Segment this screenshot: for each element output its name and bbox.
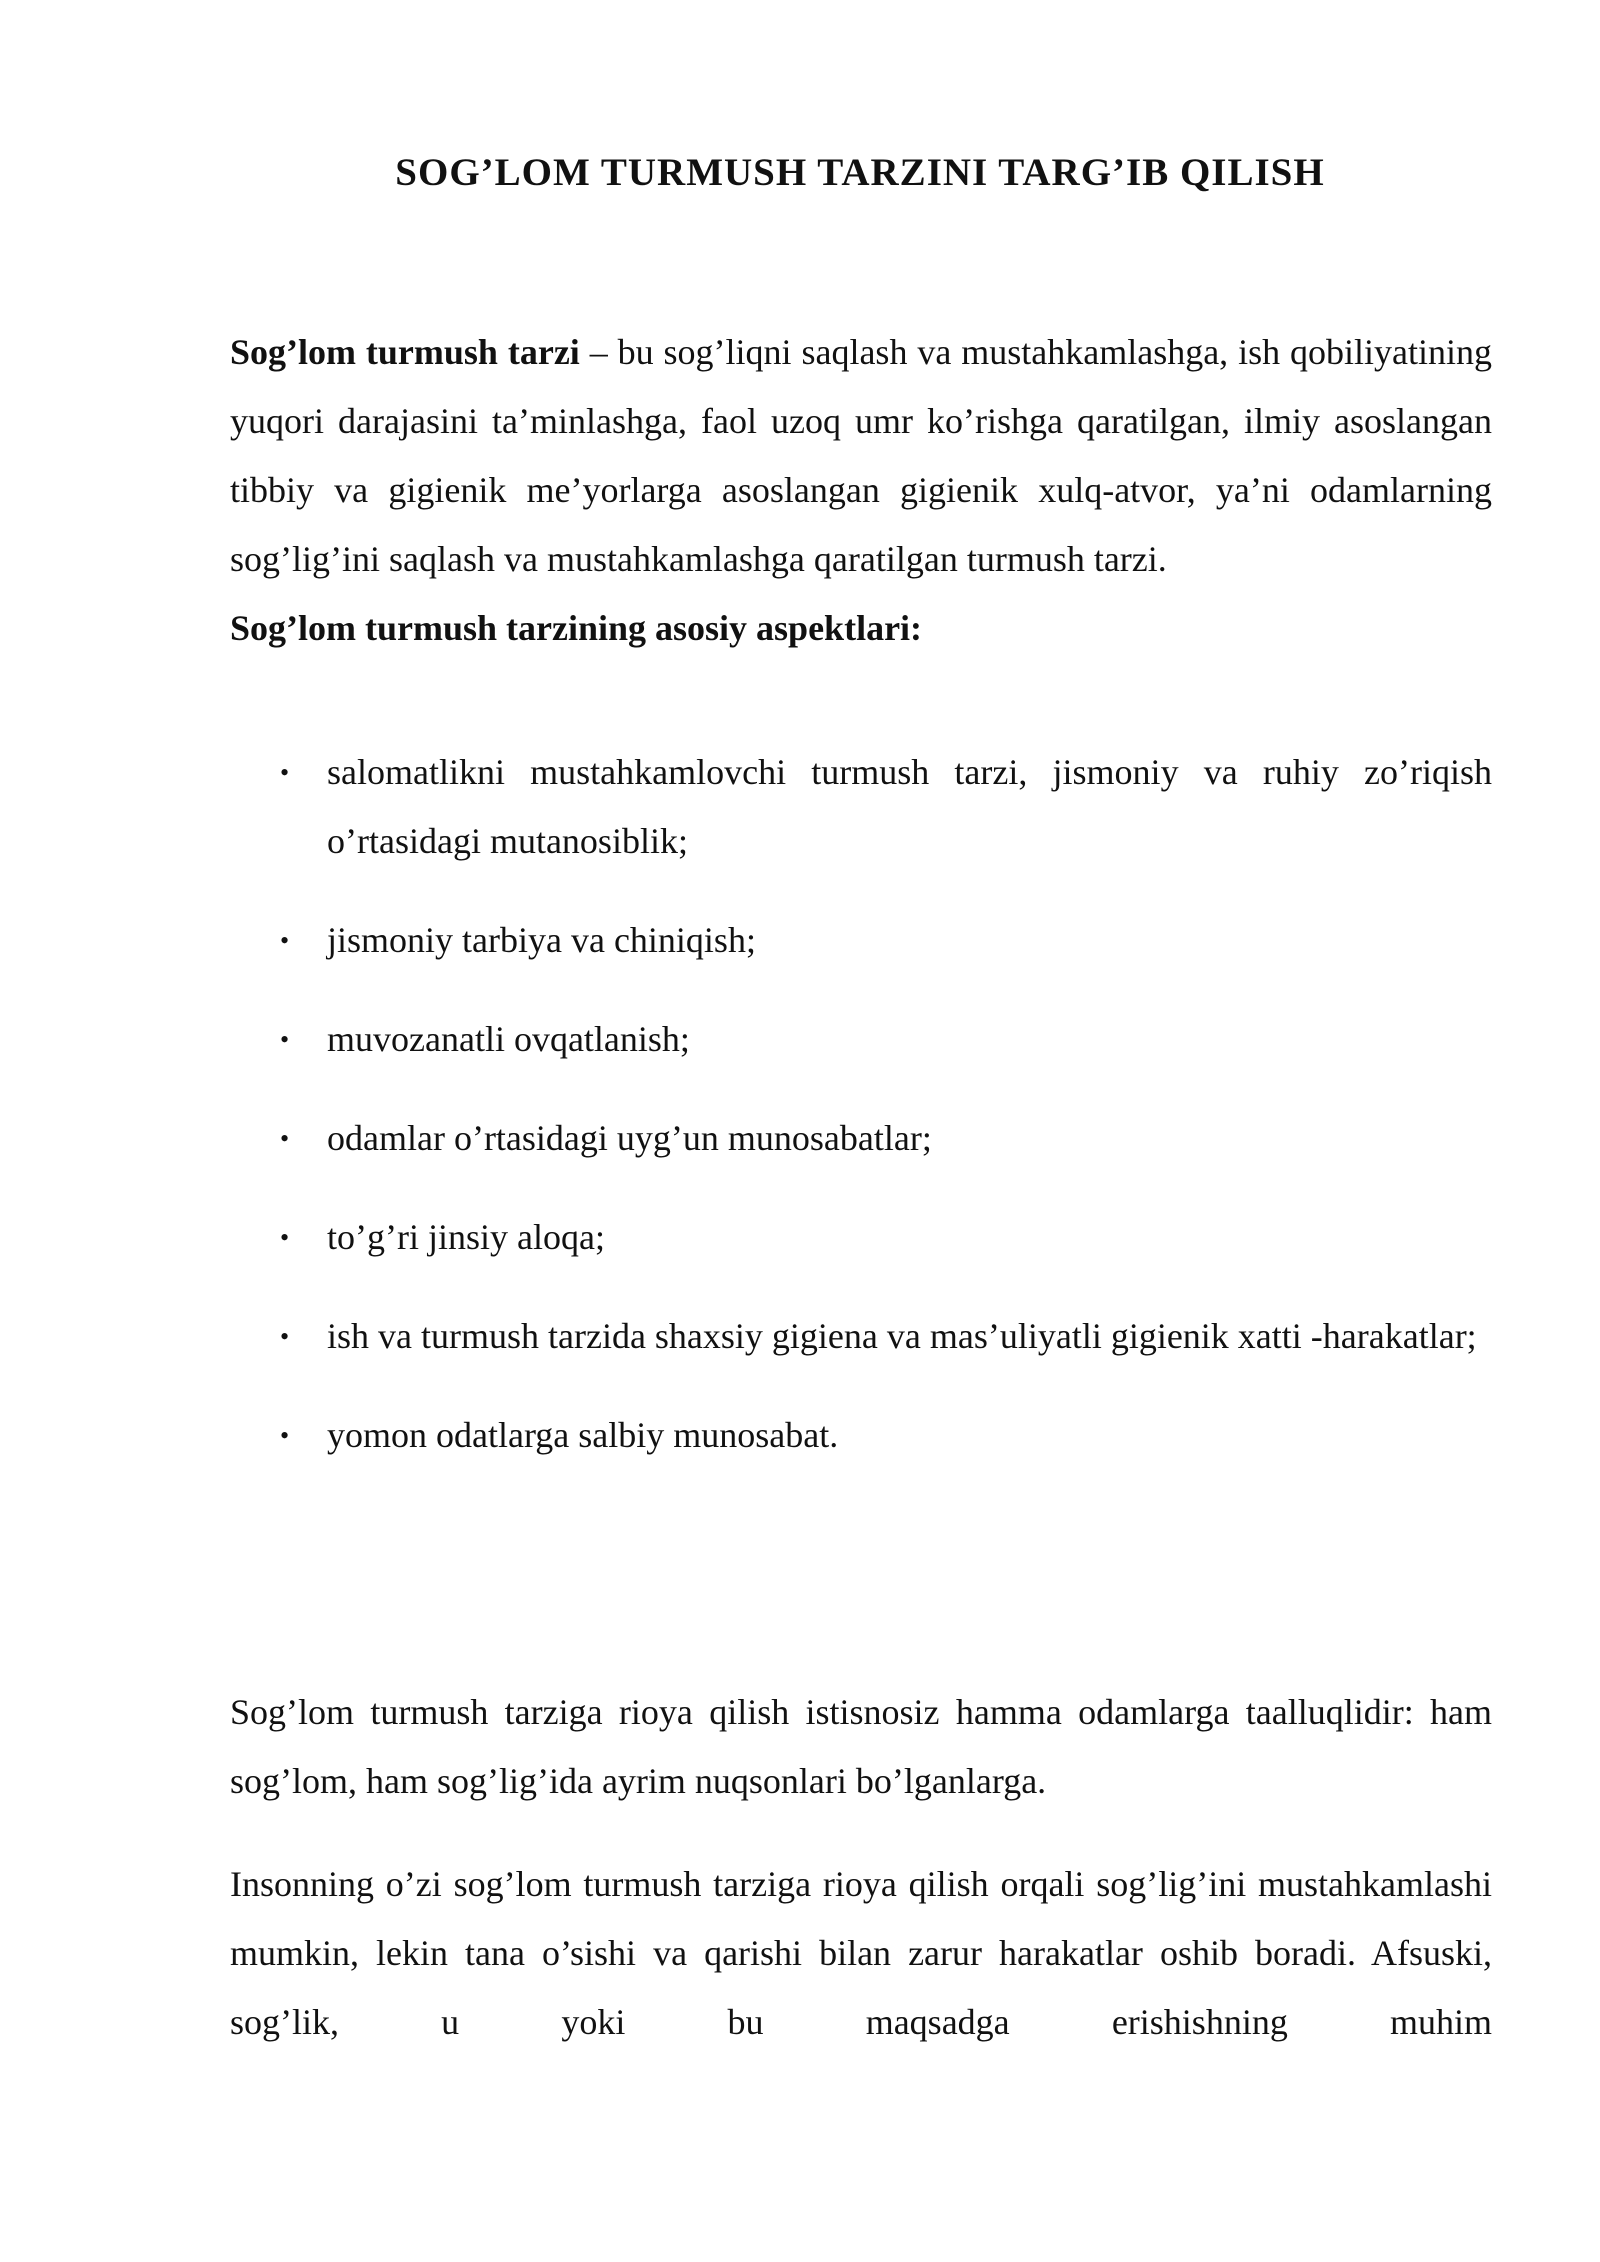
- bullet-icon: •: [280, 926, 290, 955]
- list-item: [230, 1302, 1492, 1371]
- list-item-text: salomatlikni mustahkamlovchi turmush tarzi, jismoniy va ruhiy zo’riqish o’rtasidagi mutanosiblik;: [327, 752, 1492, 861]
- list-item: [230, 738, 1492, 876]
- bullet-icon: •: [280, 1322, 290, 1351]
- paragraph-1: Sog’lom turmush tarziga rioya qilish istisnosiz hamma odamlarga taalluqlidir: ham sog’lom, ham sog’lig’ida ayrim nuqsonlari bo’lganlarga.: [230, 1692, 1492, 1801]
- definition-paragraph: [230, 318, 1492, 594]
- list-item-text: jismoniy tarbiya va chiniqish;: [327, 920, 756, 960]
- list-item-text: odamlar o’rtasidagi uyg’un munosabatlar;: [327, 1118, 932, 1158]
- list-item-text: ish va turmush tarzida shaxsiy gigiena va mas’uliyatli gigienik xatti -harakatlar;: [327, 1316, 1477, 1356]
- bullet-icon: •: [280, 1223, 290, 1252]
- list-item: [230, 1203, 1492, 1272]
- bullet-icon: •: [280, 1421, 290, 1450]
- aspects-section: [230, 738, 1492, 1500]
- paragraph-2: Insonning o’zi sog’lom turmush tarziga rioya qilish orqali sog’lig’ini mustahkamlashi mumkin, lekin tana o’sishi va qarishi bilan zarur harakatlar oshib boradi. Afsuski, sog’lik, u yoki bu maqsadga erishishning muhim: [230, 1864, 1492, 2042]
- bullet-icon: •: [280, 1025, 290, 1054]
- paragraph-2-section: [230, 1850, 1492, 2057]
- document-title: SOG’LOM TURMUSH TARZINI TARG’IB QILISH: [395, 151, 1325, 194]
- list-item: [230, 1401, 1492, 1470]
- list-item: [230, 1104, 1492, 1173]
- definition-section: [230, 318, 1492, 663]
- aspects-list: [230, 738, 1492, 1470]
- aspects-heading: Sog’lom turmush tarzining asosiy aspektlari:: [230, 608, 923, 648]
- definition-text: – bu sog’liqni saqlash va mustahkamlashga, ish qobiliyatining yuqori darajasini ta’minlashga, faol uzoq umr ko’rishga qaratilgan, ilmiy asoslangan tibbiy va gigienik me’yorlarga asoslangan gigienik xulq-atvor, ya’ni odamlarning sog’lig’ini saqlash va mustahkamlashga qaratilgan turmush tarzi.: [230, 332, 1493, 579]
- paragraph-1-section: [230, 1678, 1492, 1816]
- definition-term: Sog’lom turmush tarzi: [230, 332, 580, 372]
- bullet-icon: •: [280, 758, 290, 787]
- list-item-text: to’g’ri jinsiy aloqa;: [327, 1217, 605, 1257]
- list-item: [230, 906, 1492, 975]
- bullet-icon: •: [280, 1124, 290, 1153]
- list-item-text: yomon odatlarga salbiy munosabat.: [327, 1415, 839, 1455]
- list-item: [230, 1005, 1492, 1074]
- list-item-text: muvozanatli ovqatlanish;: [327, 1019, 690, 1059]
